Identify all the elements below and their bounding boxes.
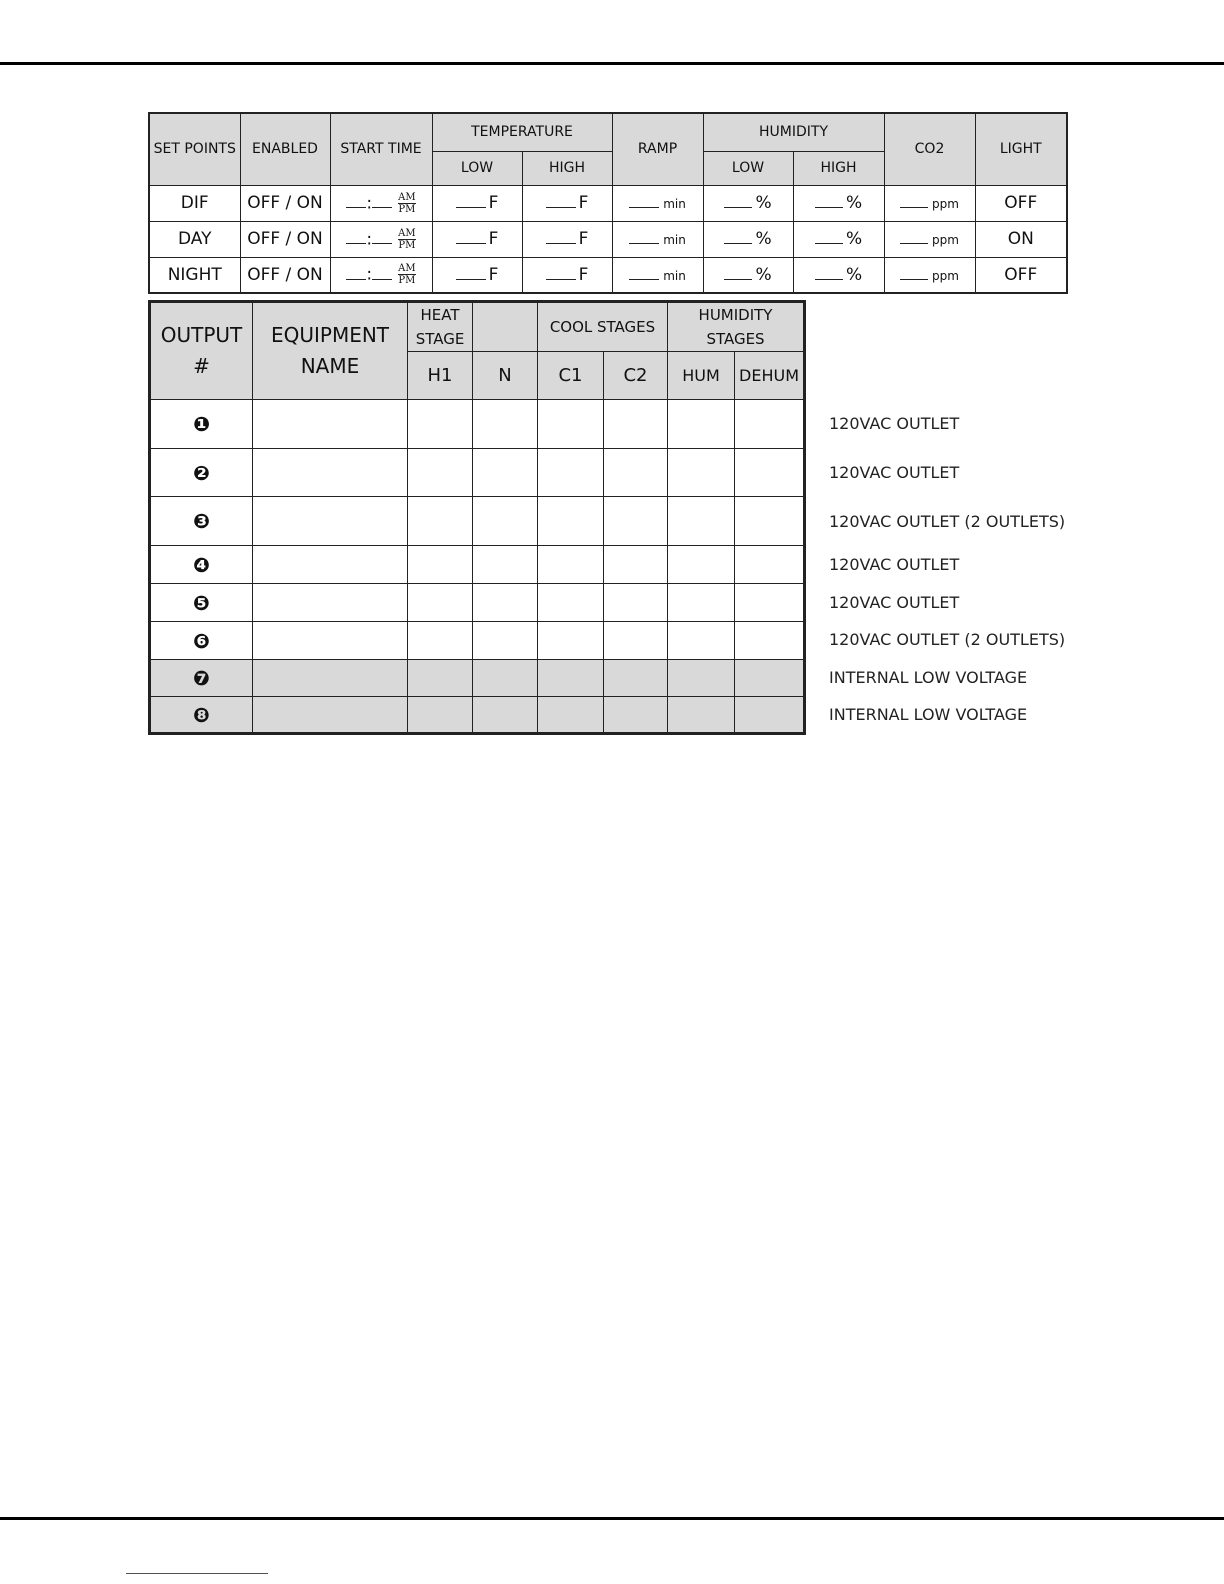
h1-cell[interactable]	[408, 622, 473, 660]
header-temp-low: LOW	[432, 151, 522, 185]
c2-cell[interactable]	[604, 497, 668, 546]
c2-cell[interactable]	[604, 400, 668, 449]
ramp-field[interactable]: min	[612, 257, 703, 293]
dehum-cell[interactable]	[735, 449, 805, 497]
h1-cell[interactable]	[408, 660, 473, 697]
output-row-2	[150, 449, 805, 497]
output-row-5	[150, 584, 805, 622]
temp-high-field[interactable]: F	[522, 185, 612, 221]
hum-cell[interactable]	[668, 622, 735, 660]
h1-cell[interactable]	[408, 697, 473, 734]
h1-cell[interactable]	[408, 546, 473, 584]
c1-cell[interactable]	[538, 497, 604, 546]
n-cell[interactable]	[473, 497, 538, 546]
co2-field[interactable]: ppm	[884, 221, 975, 257]
h1-cell[interactable]	[408, 449, 473, 497]
enabled-toggle[interactable]: OFF / ON	[240, 185, 330, 221]
equipment-name-cell[interactable]	[253, 546, 408, 584]
dehum-cell[interactable]	[735, 697, 805, 734]
temp-low-field[interactable]: F	[432, 257, 522, 293]
equipment-name-cell[interactable]	[253, 400, 408, 449]
setpoint-label: NIGHT	[149, 257, 240, 293]
outputs-table	[148, 300, 806, 735]
dehum-cell[interactable]	[735, 660, 805, 697]
header-heat-stage: HEAT STAGE	[408, 302, 473, 352]
h1-cell[interactable]	[408, 400, 473, 449]
header-humidity: HUMIDITY	[703, 113, 884, 151]
hum-cell[interactable]	[668, 660, 735, 697]
header-n: N	[473, 352, 538, 400]
hum-high-field[interactable]: %	[793, 185, 884, 221]
temp-high-field[interactable]: F	[522, 257, 612, 293]
hum-cell[interactable]	[668, 449, 735, 497]
dehum-cell[interactable]	[735, 497, 805, 546]
header-ramp: RAMP	[612, 113, 703, 185]
temp-low-field[interactable]: F	[432, 185, 522, 221]
header-enabled: ENABLED	[240, 113, 330, 185]
header-hum-low: LOW	[703, 151, 793, 185]
dehum-cell[interactable]	[735, 622, 805, 660]
c2-cell[interactable]	[604, 546, 668, 584]
footer-link-underline[interactable]	[126, 1573, 268, 1574]
header-rule	[0, 62, 1224, 65]
header-c1: C1	[538, 352, 604, 400]
header-temp-high: HIGH	[522, 151, 612, 185]
output-note: 120VAC OUTLET	[829, 463, 960, 482]
output-note: 120VAC OUTLET	[829, 555, 960, 574]
equipment-name-cell[interactable]	[253, 622, 408, 660]
header-cool-stages: COOL STAGES	[538, 302, 668, 352]
hum-cell[interactable]	[668, 546, 735, 584]
c1-cell[interactable]	[538, 449, 604, 497]
hum-high-field[interactable]: %	[793, 221, 884, 257]
header-equipment-name: EQUIPMENT NAME	[253, 302, 408, 400]
light-value: ON	[975, 221, 1067, 257]
n-cell[interactable]	[473, 449, 538, 497]
output-number-badge: ❹	[150, 546, 253, 584]
hum-low-field[interactable]: %	[703, 221, 793, 257]
output-number-badge: ❻	[150, 622, 253, 660]
ramp-field[interactable]: min	[612, 221, 703, 257]
equipment-name-cell[interactable]	[253, 697, 408, 734]
output-note: 120VAC OUTLET (2 OUTLETS)	[829, 630, 1066, 649]
c1-cell[interactable]	[538, 546, 604, 584]
co2-field[interactable]: ppm	[884, 185, 975, 221]
start-time-field[interactable]: : $\frac{AM}{PM}$	[330, 185, 432, 221]
header-blank	[473, 302, 538, 352]
header-set-points: SET POINTS	[149, 113, 240, 185]
output-row-7	[150, 660, 805, 697]
hum-cell[interactable]	[668, 497, 735, 546]
start-time-field[interactable]: : $\frac{AM}{PM}$	[330, 221, 432, 257]
output-number-badge: ❷	[150, 449, 253, 497]
header-light: LIGHT	[975, 113, 1067, 185]
enabled-toggle[interactable]: OFF / ON	[240, 221, 330, 257]
header-dehum: DEHUM	[735, 352, 805, 400]
header-start-time: START TIME	[330, 113, 432, 185]
setpoints-table	[148, 112, 1068, 294]
n-cell[interactable]	[473, 697, 538, 734]
dehum-cell[interactable]	[735, 584, 805, 622]
hum-low-field[interactable]: %	[703, 257, 793, 293]
hum-low-field[interactable]: %	[703, 185, 793, 221]
hum-high-field[interactable]: %	[793, 257, 884, 293]
hum-cell[interactable]	[668, 697, 735, 734]
dehum-cell[interactable]	[735, 400, 805, 449]
hum-cell[interactable]	[668, 584, 735, 622]
start-time-field[interactable]: : $\frac{AM}{PM}$	[330, 257, 432, 293]
c1-cell[interactable]	[538, 697, 604, 734]
header-c2: C2	[604, 352, 668, 400]
output-row-6	[150, 622, 805, 660]
header-hum: HUM	[668, 352, 735, 400]
c2-cell[interactable]	[604, 622, 668, 660]
enabled-toggle[interactable]: OFF / ON	[240, 257, 330, 293]
output-row-4	[150, 546, 805, 584]
header-temperature: TEMPERATURE	[432, 113, 612, 151]
c1-cell[interactable]	[538, 400, 604, 449]
output-note: 120VAC OUTLET	[829, 414, 960, 433]
c1-cell[interactable]	[538, 660, 604, 697]
header-output-number: OUTPUT #	[150, 302, 253, 400]
co2-field[interactable]: ppm	[884, 257, 975, 293]
ramp-field[interactable]: min	[612, 185, 703, 221]
temp-low-field[interactable]: F	[432, 221, 522, 257]
h1-cell[interactable]	[408, 584, 473, 622]
setpoint-row-dif	[149, 185, 1067, 221]
output-note: 120VAC OUTLET	[829, 593, 960, 612]
header-h1: H1	[408, 352, 473, 400]
footer-rule	[0, 1517, 1224, 1520]
c2-cell[interactable]	[604, 449, 668, 497]
output-number-badge: ❶	[150, 400, 253, 449]
setpoint-row-night	[149, 257, 1067, 293]
n-cell[interactable]	[473, 400, 538, 449]
n-cell[interactable]	[473, 584, 538, 622]
header-hum-high: HIGH	[793, 151, 884, 185]
hum-cell[interactable]	[668, 400, 735, 449]
temp-high-field[interactable]: F	[522, 221, 612, 257]
output-number-badge: ❸	[150, 497, 253, 546]
header-co2: CO2	[884, 113, 975, 185]
equipment-name-cell[interactable]	[253, 497, 408, 546]
equipment-name-cell[interactable]	[253, 449, 408, 497]
output-number-badge: ❼	[150, 660, 253, 697]
output-number-badge: ❺	[150, 584, 253, 622]
dehum-cell[interactable]	[735, 546, 805, 584]
setpoint-label: DIF	[149, 185, 240, 221]
output-number-badge: ❽	[150, 697, 253, 734]
setpoint-label: DAY	[149, 221, 240, 257]
equipment-name-cell[interactable]	[253, 584, 408, 622]
setpoint-row-day	[149, 221, 1067, 257]
c2-cell[interactable]	[604, 660, 668, 697]
c1-cell[interactable]	[538, 622, 604, 660]
n-cell[interactable]	[473, 622, 538, 660]
h1-cell[interactable]	[408, 497, 473, 546]
light-value: OFF	[975, 185, 1067, 221]
c2-cell[interactable]	[604, 584, 668, 622]
output-row-3	[150, 497, 805, 546]
output-note: 120VAC OUTLET (2 OUTLETS)	[829, 512, 1066, 531]
n-cell[interactable]	[473, 660, 538, 697]
c1-cell[interactable]	[538, 584, 604, 622]
header-humidity-stages: HUMIDITY STAGES	[668, 302, 805, 352]
c2-cell[interactable]	[604, 697, 668, 734]
output-row-8	[150, 697, 805, 734]
light-value: OFF	[975, 257, 1067, 293]
equipment-name-cell[interactable]	[253, 660, 408, 697]
output-row-1	[150, 400, 805, 449]
output-note: INTERNAL LOW VOLTAGE	[829, 705, 1028, 724]
output-note: INTERNAL LOW VOLTAGE	[829, 668, 1028, 687]
n-cell[interactable]	[473, 546, 538, 584]
